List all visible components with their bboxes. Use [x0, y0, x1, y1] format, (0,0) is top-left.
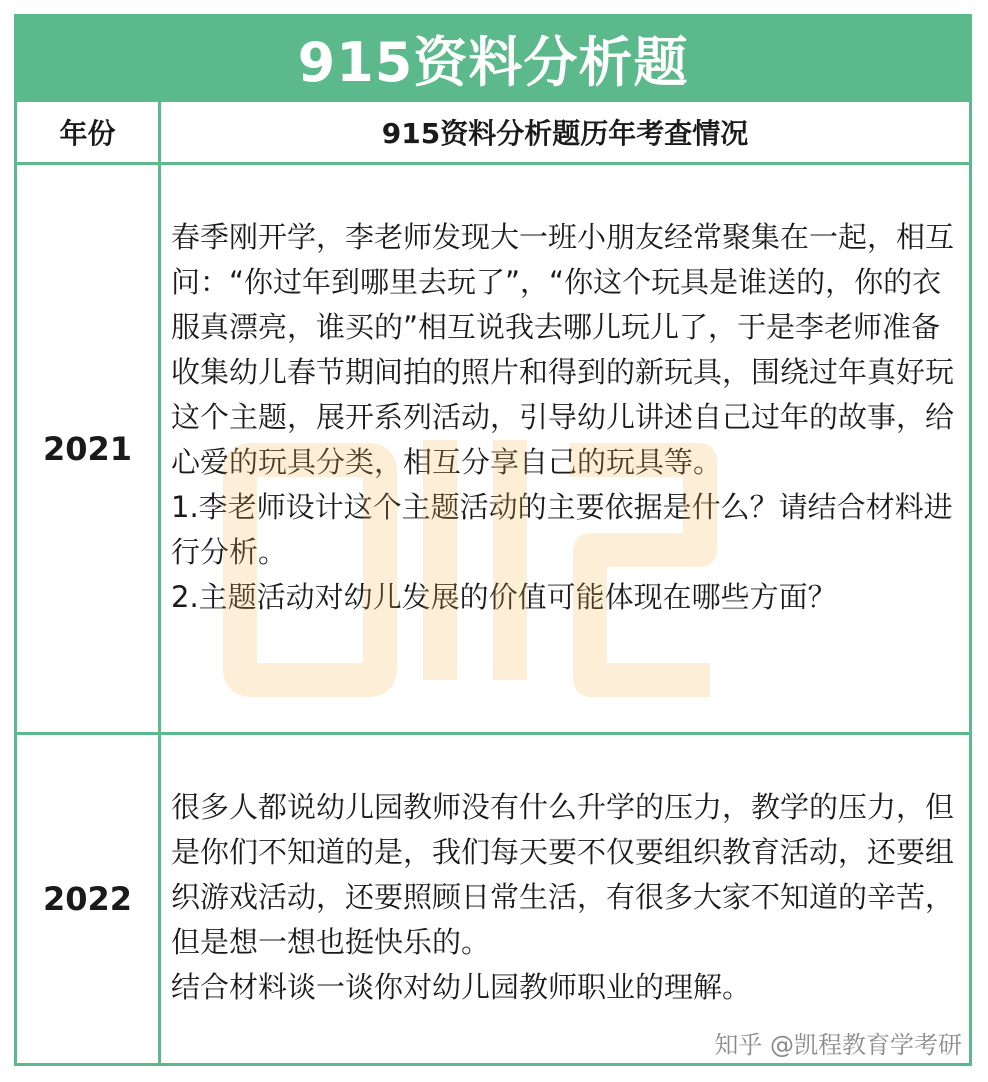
material-paragraph: 很多人都说幼儿园教师没有什么升学的压力，教学的压力，但是你们不知道的是，我们每天要不仅要组织教育活动，还要组织游戏活动，还要照顾日常生活，有很多大家不知道的辛苦，但是想一想也挺快乐的。 [171, 790, 955, 959]
watermark-credit: 知乎 @凯程教育学考研 [714, 1031, 962, 1059]
content-2021 [161, 215, 969, 730]
header-content: 915资料分析题历年考查情况 [381, 117, 749, 150]
content-2022 [161, 785, 969, 1061]
header-year: 年份 [59, 117, 116, 150]
question-1: 1.李老师设计这个主题活动的主要依据是什么？请结合材料进行分析。 [171, 490, 953, 569]
year-2021: 2021 [42, 429, 133, 468]
material-paragraph: 春季刚开学，李老师发现大一班小朋友经常聚集在一起，相互问：“你过年到哪里去玩了”，“你这个玩具是谁送的，你的衣服真漂亮，谁买的”相互说我去哪儿玩儿了，于是李老师准备收集幼儿春节期间拍的照片和得到的新玩具，围绕过年真好玩这个主题，展开系列活动，引导幼儿讲述自己过年的故事，给心爱的玩具分类，相互分享自己的玩具等。 [171, 220, 955, 479]
year-2022: 2022 [42, 880, 133, 918]
question-1: 结合材料谈一谈你对幼儿园教师职业的理解。 [171, 970, 752, 1004]
question-2: 2.主题活动对幼儿发展的价值可能体现在哪些方面？ [171, 580, 837, 614]
question-table [14, 14, 972, 1066]
table-title: 915资料分析题 [17, 17, 969, 99]
